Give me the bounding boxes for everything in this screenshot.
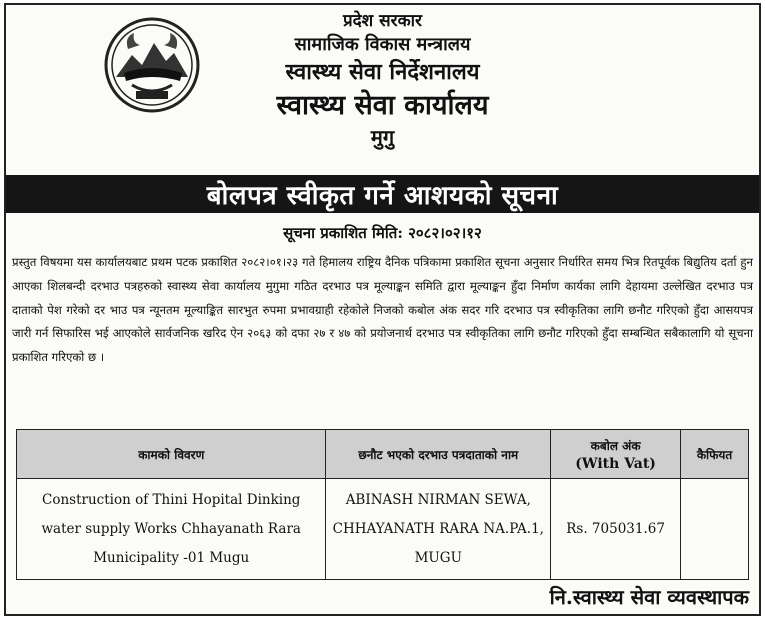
header-line-directorate: स्वास्थ्य सेवा निर्देशनालय <box>285 58 480 85</box>
bid-table <box>16 429 749 580</box>
header-line-province: प्रदेश सरकार <box>342 11 423 31</box>
col-header-amount-sub: (With Vat) <box>575 455 656 472</box>
notice-page <box>4 3 761 616</box>
col-header-bidder: छनौट भएको दरभाउ पत्रदाताको नाम <box>326 430 551 479</box>
cell-remarks <box>681 479 749 580</box>
notice-body: प्रस्तुत विषयमा यस कार्यालयबाट प्रथम पटक प्रकाशित २०८२।०१।२३ गते हिमालय राष्ट्रिय दैनिक पत्रिकामा प्रकाशित सूचना अनुसार निर्धारित समय भित्र रितपूर्वक बिद्युतिय दर्ता हुन आएका शिलबन्दी दरभाउ पत्रहरुको स्वास्थ्य सेवा कार्यालय मुगुमा गठित दरभाउ पत्र मूल्याङ्कन समिति द्वारा मूल्याङ्कन हुँदा निर्माण कार्यका लागि देहायमा उल्लेखित दरभाउ पत्र दाताको पेश गरेको दर भाउ पत्र न्यूनतम मूल्याङ्कित सारभुत रुपमा प्रभावग्राही रहेकोले निजको कबोल अंक सदर गरि दरभाउ पत्र स्वीकृतिका लागि छनौट गरिएको हुँदा आसयपत्र जारी गर्न सिफारिस भई आएकोले सार्वजनिक खरिद ऐन २०६३ को दफा २७ र ४७ को प्रयोजनार्थ दरभाउ पत्र स्वीकृतिका लागि छनौट गरिएको हुँदा सम्बन्धित सबैकालागि यो सूचना प्रकाशित गरिएको छ । <box>12 255 753 365</box>
col-header-amount <box>551 430 681 479</box>
col-header-amount-label: कबोल अंक <box>590 438 641 453</box>
cell-amount: Rs. 705031.67 <box>551 479 681 580</box>
col-header-remarks: कैफियत <box>681 430 749 479</box>
table-header-row <box>17 430 749 479</box>
cell-work: Construction of Thini Hopital Dinking water supply Works Chhayanath Rara Municipality -01 Mugu <box>17 479 326 580</box>
cell-bidder: ABINASH NIRMAN SEWA, CHHAYANATH RARA NA.PA.1, MUGU <box>326 479 551 580</box>
table-row <box>17 479 749 580</box>
header-line-district: मुगु <box>370 125 395 149</box>
notice-title-banner: बोलपत्र स्वीकृत गर्ने आशयको सूचना <box>6 175 759 213</box>
header-line-office: स्वास्थ्य सेवा कार्यालय <box>276 90 489 122</box>
col-header-work: कामको विवरण <box>17 430 326 479</box>
signatory: नि.स्वास्थ्य सेवा व्यवस्थापक <box>549 585 749 609</box>
letterhead <box>6 5 759 173</box>
publication-date: सूचना प्रकाशित मिति: २०८२।०२।१२ <box>283 224 482 242</box>
header-line-ministry: सामाजिक विकास मन्त्रालय <box>294 34 471 56</box>
